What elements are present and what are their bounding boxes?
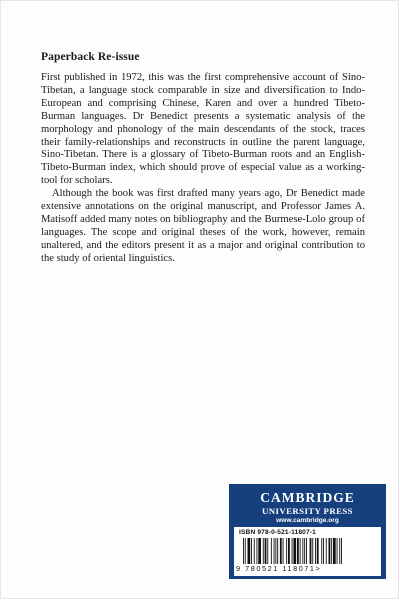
barcode-bar [267,538,268,564]
barcode-bar [329,538,331,564]
publisher-name: CAMBRIDGE [260,490,355,505]
barcode-bar [323,538,324,564]
barcode-bar [341,538,342,564]
barcode-bar [280,538,282,564]
add-on-mark: > [315,564,322,573]
barcode-bar [271,538,272,564]
barcode-bar [300,538,301,564]
barcode-bar [275,538,276,564]
ean-digits [236,564,381,573]
barcode-bar [263,538,264,564]
barcode-bar [245,538,246,564]
barcode-bar [283,538,284,564]
barcode-bar [251,538,252,564]
barcode-bar [315,538,316,564]
blurb-text [41,72,365,266]
barcode-bar [302,538,303,564]
barcode-bar [292,538,293,564]
isbn-label: ISBN 978-0-521-11807-1 [239,529,316,536]
barcode-bar [265,538,267,564]
barcode-bar [297,538,299,564]
back-cover [1,1,398,598]
ean-number: 9 780521 118071 [236,564,316,573]
barcode-bar [288,538,290,564]
publisher-url: www.cambridge.org [276,517,339,524]
barcode-panel [234,527,381,576]
barcode-bar [248,538,251,564]
barcode-bar [326,538,327,564]
barcode-bar [304,538,305,564]
barcode-bar [321,538,322,564]
barcode-bars [243,538,376,564]
blurb-paragraph-2: Although the book was first drafted many years ago, Dr Benedict made extensive annotations on the original manuscript, and Professor James A. Matisoff added many notes on bibliography and the Burmese-Lolo group of languages. The scope and original theses of the work, however, remain unaltered, and the editors present it as a major and original contribution to the study of oriental linguistics. [41,188,365,264]
barcode-bar [293,538,296,564]
publisher-block [229,484,386,579]
barcode-bar [317,538,319,564]
barcode-bar [254,538,255,564]
barcode-bar [258,538,261,564]
barcode-bar [312,538,313,564]
barcode-bar [257,538,258,564]
barcode-bar [277,538,278,564]
barcode-bar [331,538,332,564]
reissue-heading: Paperback Re-issue [41,51,140,63]
barcode-bar [339,538,340,564]
barcode-bar [306,538,307,564]
barcode-bar [333,538,336,564]
barcode-bar [310,538,312,564]
barcode-bar [274,538,275,564]
barcode-bar [243,538,244,564]
barcode-bar [286,538,287,564]
blurb-paragraph-1: First published in 1972, this was the first comprehensive account of Sino-Tibetan, a language stock comparable in size and diversification to Indo-European and comprising Chinese, Karen and over a hundred Tibeto-Burman languages. Dr Benedict presents a systematic analysis of the morphology and phonology of the main descendants of the stock, traces their family-relationships and reconstructs in outline the parent language, Sino-Tibetan. There is a glossary of Tibeto-Burman roots and an English-Tibeto-Burman index, which should prove of especial value as a working-tool for scholars. [41,72,365,187]
publisher-subtitle: UNIVERSITY PRESS [262,506,353,516]
barcode-bar [337,538,338,564]
